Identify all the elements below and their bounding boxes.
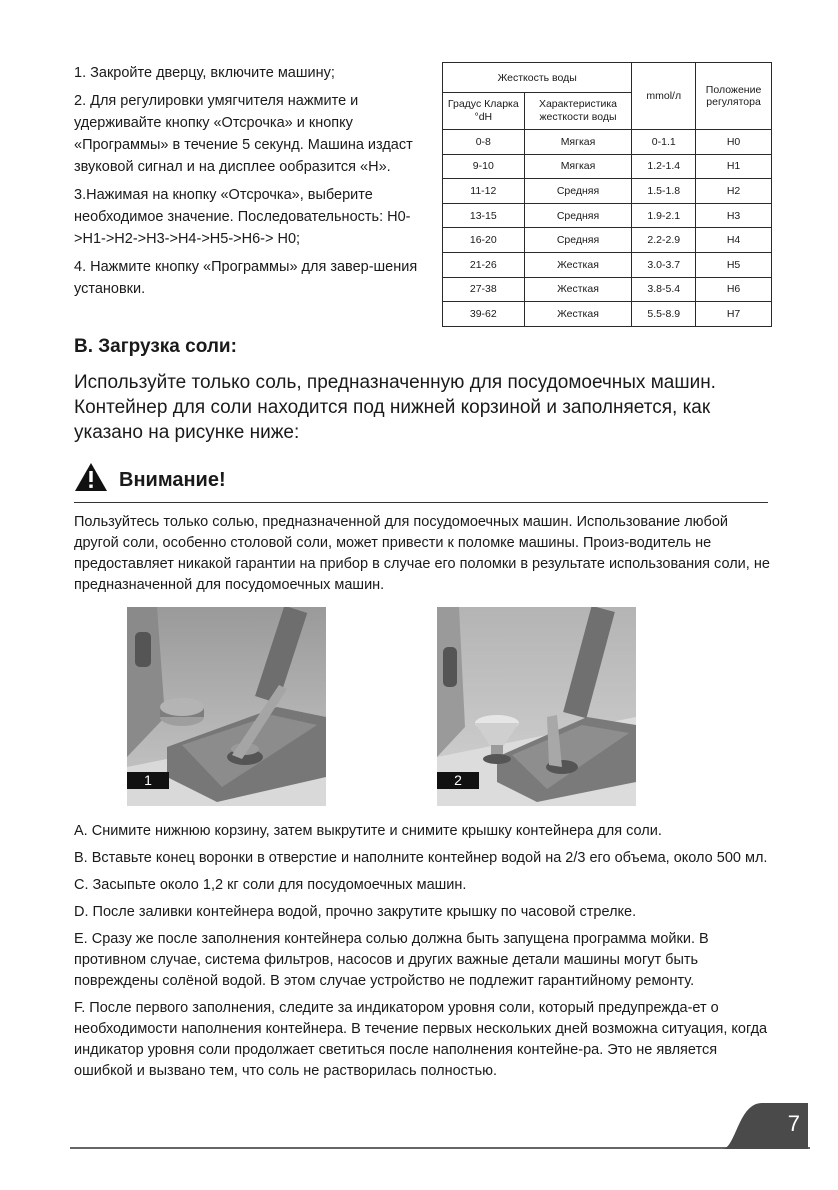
cell-character: Жесткая [524, 277, 632, 302]
cell-position: H0 [696, 130, 772, 155]
cell-mmol: 0-1.1 [632, 130, 696, 155]
cell-character: Средняя [524, 228, 632, 253]
section-title: B. Загрузка соли: [74, 336, 237, 357]
cell-degree: 11-12 [443, 179, 525, 204]
warning-header [74, 460, 768, 503]
photo-number: 1 [127, 772, 169, 789]
cell-mmol: 5.5-8.9 [632, 302, 696, 327]
instruction-steps [74, 62, 424, 306]
table-row [443, 203, 772, 228]
table-row [443, 130, 772, 155]
cell-position: H2 [696, 179, 772, 204]
photo-number: 2 [437, 772, 479, 789]
photo-fill-container [437, 607, 636, 806]
cell-mmol: 1.5-1.8 [632, 179, 696, 204]
header-mmol: mmol/л [632, 63, 696, 130]
cell-degree: 0-8 [443, 130, 525, 155]
step-1: 1. Закройте дверцу, включите машину; [74, 65, 335, 81]
table-row [443, 228, 772, 253]
cell-character: Жесткая [524, 302, 632, 327]
cell-degree: 21-26 [443, 252, 525, 277]
header-water-hardness: Жесткость воды [443, 63, 632, 93]
cell-position: H5 [696, 252, 772, 277]
step-c: C. Засыпьте около 1,2 кг соли для посудомоечных машин. [74, 877, 467, 893]
table-row [443, 154, 772, 179]
cell-degree: 16-20 [443, 228, 525, 253]
intro-text: Используйте только соль, предназначенную для посудомоечных машин. Контейнер для соли находится под нижней корзиной и заполняется, как указано на рисунке ниже: [74, 372, 716, 443]
table-row [443, 252, 772, 277]
cell-position: H1 [696, 154, 772, 179]
step-2: 2. Для регулировки умягчителя нажмите и удерживайте кнопку «Отсрочка» и кнопку «Программы» в течение 5 секунд. Машина издаст звуковой сигнал и на дисплее ообразится «H». [74, 93, 413, 175]
cell-mmol: 1.9-2.1 [632, 203, 696, 228]
cell-mmol: 3.8-5.4 [632, 277, 696, 302]
cell-position: H7 [696, 302, 772, 327]
page-number: 7 [787, 1111, 800, 1136]
table-row [443, 302, 772, 327]
header-degree: Градус Кларка °dH [443, 93, 525, 130]
cell-position: H3 [696, 203, 772, 228]
step-d: D. После заливки контейнера водой, прочно закрутите крышку по часовой стрелке. [74, 904, 637, 920]
header-position: Положение регулятора [696, 63, 772, 130]
cell-degree: 13-15 [443, 203, 525, 228]
salt-loading-steps [74, 821, 774, 1088]
cell-character: Средняя [524, 179, 632, 204]
step-e: E. Сразу же после заполнения контейнера солью должна быть запущена программа мойки. В противном случае, система фильтров, насосов и других важные детали машины могут быть повреждены солёной водой. В этом случае устройство не подлежит гарантийному ремонту. [74, 931, 709, 989]
cell-mmol: 3.0-3.7 [632, 252, 696, 277]
warning-text: Пользуйтесь только солью, предназначенной для посудомоечных машин. Использование любой другой соли, особенно столовой соли, может привести к поломке машины. Произ-водитель не предоставляет никакой гарантии на прибор в случае его поломки в результате использования соли, не предназначенной для посудомоечных машин. [74, 514, 770, 593]
cell-degree: 39-62 [443, 302, 525, 327]
cell-mmol: 1.2-1.4 [632, 154, 696, 179]
cell-character: Средняя [524, 203, 632, 228]
photo-unscrew-cap [127, 607, 326, 806]
table-body [443, 130, 772, 327]
table-row [443, 179, 772, 204]
cell-character: Мягкая [524, 130, 632, 155]
warning-triangle-icon [74, 462, 108, 492]
table-row [443, 277, 772, 302]
warning-title: Внимание! [119, 469, 226, 491]
step-3: 3.Нажимая на кнопку «Отсрочка», выберите необходимое значение. Последовательность: H0->H1->H2->H3->H4->H5->H6-> H0; [74, 187, 411, 247]
step-b: B. Вставьте конец воронки в отверстие и наполните контейнер водой на 2/3 его объема, около 500 мл. [74, 850, 768, 866]
step-a: A. Снимите нижнюю корзину, затем выкрутите и снимите крышку контейнера для соли. [74, 823, 662, 839]
step-4: 4. Нажмите кнопку «Программы» для завер-шения установки. [74, 259, 418, 297]
cell-mmol: 2.2-2.9 [632, 228, 696, 253]
cell-degree: 9-10 [443, 154, 525, 179]
footer-divider [70, 1147, 810, 1149]
water-hardness-table [442, 62, 772, 327]
cell-degree: 27-38 [443, 277, 525, 302]
header-character: Характеристика жесткости воды [524, 93, 632, 130]
cell-position: H4 [696, 228, 772, 253]
cell-character: Мягкая [524, 154, 632, 179]
cell-character: Жесткая [524, 252, 632, 277]
cell-position: H6 [696, 277, 772, 302]
step-f: F. После первого заполнения, следите за индикатором уровня соли, который предупрежда-ет о необходимости наполнения контейнера. В течение первых нескольких дней возможна ситуация, когда индикатор уровня соли продолжает светиться после наполнения контейне-ра. Это не является ошибкой и вызвано тем, что соль не растворилась полностью. [74, 1000, 768, 1079]
